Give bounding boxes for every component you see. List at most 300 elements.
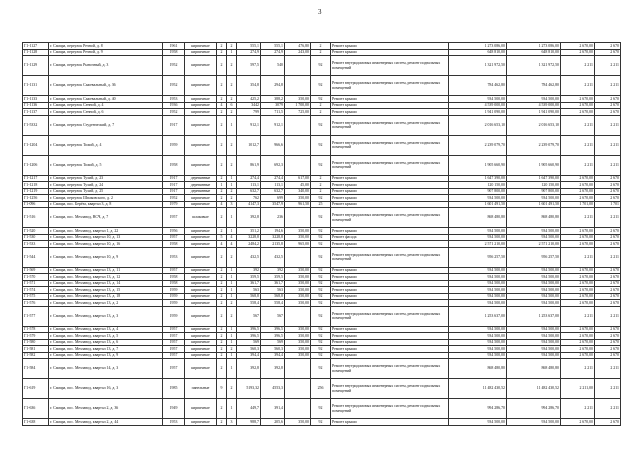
cell-cost: 994 286,70 <box>449 399 507 419</box>
cell-work-type: Ремонт крыши <box>331 287 449 294</box>
cell-unit-price: 2 211 <box>561 76 595 96</box>
cell-entrances: 1 <box>227 115 237 135</box>
cell-unit-limit: 2 211 <box>595 306 621 326</box>
cell-volume <box>285 155 311 175</box>
cell-year: 1917 <box>163 175 185 182</box>
cell-floors: 2 <box>217 274 227 281</box>
cell-address: г. Самара, пос. Мехзавод, квартал 10, д. 9 <box>49 247 163 267</box>
cell-area-total: 351,2 <box>237 228 261 235</box>
cell-area-living: 113,1 <box>261 182 285 189</box>
cell-year: 1952 <box>163 195 185 202</box>
cell-volume: 350,00 <box>285 267 311 274</box>
cell-area-living: 274,9 <box>261 49 285 56</box>
cell-area-living: 912,1 <box>261 115 285 135</box>
cell-material: кирпичные <box>185 56 217 76</box>
cell-floors: 2 <box>217 49 227 56</box>
cell-area-total: 5193,32 <box>237 379 261 399</box>
cell-address: г. Самара, пос. Мехзавод, квартал 13, д. 15 <box>49 287 163 294</box>
cell-material: кирпичные <box>185 300 217 307</box>
cell-address: г. Самара, пос. Мехзавод, квартал 13, д. 5 <box>49 333 163 340</box>
cell-cost: 1 253 637,00 <box>449 306 507 326</box>
cell-work-code: 92 <box>311 228 331 235</box>
cell-entrances: 2 <box>227 346 237 353</box>
cell-id: Г1-1218 <box>23 182 49 189</box>
cell-area-total: 799 <box>237 109 261 116</box>
cell-volume <box>285 359 311 379</box>
cell-floors: 2 <box>217 43 227 50</box>
cell-address: г. Самара, переулок Тихий, д. 5 <box>49 155 163 175</box>
cell-year: 1952 <box>163 56 185 76</box>
cell-unit-limit: 2 211 <box>595 76 621 96</box>
cell-work-type: Ремонт крыши <box>331 228 449 235</box>
cell-area-living: 194,6 <box>261 228 285 235</box>
table-row <box>23 379 621 399</box>
cell-address: г. Самара, пос. Мехзавод, квартал 2, д. 44 <box>49 419 163 426</box>
cell-material: кирпичные <box>185 102 217 109</box>
cell-material: кирпичные <box>185 43 217 50</box>
cell-unit-price: 2 670,00 <box>561 267 595 274</box>
cell-work-type: Ремонт крыши <box>331 274 449 281</box>
cell-unit-price: 2 211 <box>561 56 595 76</box>
cell-unit-limit: 2 670 <box>595 96 621 103</box>
cell-cost: 956 257,50 <box>449 247 507 267</box>
cell-unit-limit: 2 670 <box>595 267 621 274</box>
cell-entrances: 2 <box>227 195 237 202</box>
cell-volume: 350,00 <box>285 280 311 287</box>
cell-area-total: 354,8 <box>237 76 261 96</box>
cell-work-code: 92 <box>311 300 331 307</box>
cell-unit-limit: 2 670 <box>595 333 621 340</box>
cell-year: 1958 <box>163 280 185 287</box>
cell-unit-price: 2 670,00 <box>561 326 595 333</box>
cell-id: Г1-1128 <box>23 49 49 56</box>
cell-volume: 350,00 <box>285 300 311 307</box>
cell-unit-price: 2 211 <box>561 359 595 379</box>
cell-cost-total: 2 016 653,10 <box>507 115 561 135</box>
cell-entrances: 2 <box>227 96 237 103</box>
cell-entrances: 2 <box>227 247 237 267</box>
cell-work-code: 92 <box>311 234 331 241</box>
cell-area-total: 861,9 <box>237 155 261 175</box>
cell-volume: 350,00 <box>285 339 311 346</box>
cell-material: кирпичные <box>185 333 217 340</box>
cell-work-type: Ремонт крыши <box>331 102 449 109</box>
cell-unit-limit: 2 211 <box>595 135 621 155</box>
cell-floors: 4 <box>217 102 227 109</box>
cell-work-type: Ремонт крыши <box>331 267 449 274</box>
cell-id: Г1-576 <box>23 300 49 307</box>
table-row <box>23 399 621 419</box>
cell-work-code: 92 <box>311 419 331 426</box>
cell-area-total: 988,7 <box>237 419 261 426</box>
cell-volume <box>285 399 311 419</box>
cell-year: 1917 <box>163 115 185 135</box>
cell-area-living: 205,6 <box>261 419 285 426</box>
cell-area-living: 3228,8 <box>261 234 285 241</box>
cell-id: Г1-530 <box>23 234 49 241</box>
cell-unit-limit: 2 670 <box>595 241 621 248</box>
cell-volume <box>285 135 311 155</box>
cell-cost: 868 480,80 <box>449 359 507 379</box>
cell-cost: 1 647 390,00 <box>449 175 507 182</box>
cell-year: 1959 <box>163 287 185 294</box>
cell-year: 1959 <box>163 300 185 307</box>
cell-area-living: 692,3 <box>261 155 285 175</box>
cell-address: г. Самара, пос. Мехзавод, квартал 13, д. 18 <box>49 293 163 300</box>
cell-cost: 934 500,00 <box>449 267 507 274</box>
cell-area-total: 912,1 <box>237 115 261 135</box>
cell-cost-total: 934 500,00 <box>507 346 561 353</box>
cell-id: Г1-1219 <box>23 188 49 195</box>
cell-unit-price: 2 211 <box>561 155 595 175</box>
cell-cost: 934 500,00 <box>449 96 507 103</box>
cell-id: Г1-581 <box>23 346 49 353</box>
cell-floors: 2 <box>217 346 227 353</box>
cell-cost-total: 868 480,80 <box>507 208 561 228</box>
cell-area-total: 392,8 <box>237 208 261 228</box>
cell-id: Г1-516 <box>23 208 49 228</box>
table-body <box>23 43 621 426</box>
cell-work-type: Ремонт внутридомовых инженерных систем, ремонт подвальных помещений <box>331 306 449 326</box>
cell-floors: 2 <box>217 339 227 346</box>
cell-cost: 934 500,00 <box>449 333 507 340</box>
cell-floors: 2 <box>217 135 227 155</box>
cell-unit-limit: 2 211 <box>595 208 621 228</box>
cell-entrances: 1 <box>227 274 237 281</box>
cell-work-type: Ремонт крыши <box>331 241 449 248</box>
cell-area-living: 560,3 <box>261 346 285 353</box>
cell-floors: 2 <box>217 188 227 195</box>
cell-volume <box>285 247 311 267</box>
cell-id: Г1-1217 <box>23 175 49 182</box>
cell-area-total: 274,4 <box>237 175 261 182</box>
cell-cost-total: 956 257,50 <box>507 247 561 267</box>
cell-year: 1958 <box>163 49 185 56</box>
cell-unit-price: 2 670,00 <box>561 96 595 103</box>
housing-repair-table-wrapper <box>22 42 620 426</box>
cell-area-living: 391,4 <box>261 399 285 419</box>
cell-volume <box>285 379 311 399</box>
cell-work-code: 92 <box>311 280 331 287</box>
cell-year: 1959 <box>163 293 185 300</box>
cell-work-type: Ремонт крыши <box>331 300 449 307</box>
cell-cost-total: 2 571 210,00 <box>507 241 561 248</box>
cell-entrances: 3 <box>227 419 237 426</box>
cell-floors: 4 <box>217 201 227 208</box>
cell-work-type: Ремонт внутридомовых инженерных систем, ремонт подвальных помещений <box>331 359 449 379</box>
cell-area-total: 563 <box>237 287 261 294</box>
cell-cost-total: 784 462,80 <box>507 76 561 96</box>
cell-unit-price: 2 670,00 <box>561 352 595 359</box>
cell-unit-price: 2 670,00 <box>561 228 595 235</box>
cell-year: 1936 <box>163 102 185 109</box>
cell-year: 1957 <box>163 359 185 379</box>
cell-id: Г1-1137 <box>23 109 49 116</box>
cell-work-code: 92 <box>311 274 331 281</box>
cell-work-type: Ремонт внутридомовых инженерных систем, ремонт подвальных помещений <box>331 135 449 155</box>
cell-address: г. Самара, пос. Мехзавод, квартал 13, д. 12 <box>49 274 163 281</box>
cell-id: Г1-1131 <box>23 76 49 96</box>
cell-area-living: 558,4 <box>261 300 285 307</box>
cell-area-living: 569 <box>261 339 285 346</box>
cell-area-living: 540 <box>261 56 285 76</box>
cell-cost-total: 934 500,00 <box>507 293 561 300</box>
cell-unit-price: 2 211,00 <box>561 379 595 399</box>
cell-volume <box>285 208 311 228</box>
cell-material: кирпичные <box>185 359 217 379</box>
cell-address: г. Самара, пос. Мехзавод, квартал 13, д. 7 <box>49 346 163 353</box>
cell-volume: 350,00 <box>285 234 311 241</box>
cell-volume: 350,00 <box>285 419 311 426</box>
cell-year: 1917 <box>163 188 185 195</box>
cell-entrances: 6 <box>227 102 237 109</box>
cell-cost-total: 648 810,00 <box>507 49 561 56</box>
cell-work-type: Ремонт внутридомовых инженерных систем, ремонт подвальных помещений <box>331 399 449 419</box>
cell-material: кирпичные <box>185 234 217 241</box>
cell-address: г. Самара, пос. Мехзавод, квартал 13, д. 14 <box>49 280 163 287</box>
cell-address: г. Самара, пос. Мехзавод, квартал 13, д. 9 <box>49 352 163 359</box>
cell-address: г. Самара, переулок Студенческий, д. 7 <box>49 115 163 135</box>
cell-unit-limit: 2 211 <box>595 56 621 76</box>
cell-area-living: 392 <box>261 267 285 274</box>
cell-cost-total: 1 321 972,50 <box>507 56 561 76</box>
cell-floors: 2 <box>217 175 227 182</box>
cell-id: Г1-580 <box>23 339 49 346</box>
cell-cost: 1 601 491,50 <box>449 201 507 208</box>
cell-material: кирпичные <box>185 135 217 155</box>
cell-address: г. Самара, пос. Мехзавод, квартал 13, д. 6 <box>49 339 163 346</box>
cell-work-code: 2 <box>311 49 331 56</box>
cell-entrances: 1 <box>227 359 237 379</box>
cell-cost: 934 500,00 <box>449 326 507 333</box>
cell-year: 1952 <box>163 76 185 96</box>
cell-area-living: 3547,9 <box>261 201 285 208</box>
cell-entrances: 1 <box>227 182 237 189</box>
cell-area-living: 359,5 <box>261 274 285 281</box>
cell-cost: 907 800,00 <box>449 188 507 195</box>
cell-unit-price: 2 211 <box>561 135 595 155</box>
cell-floors: 2 <box>217 155 227 175</box>
cell-cost-total: 934 500,00 <box>507 267 561 274</box>
cell-volume: 350,00 <box>285 293 311 300</box>
cell-unit-price: 2 670,00 <box>561 188 595 195</box>
cell-entrances: 1 <box>227 49 237 56</box>
cell-unit-limit: 2 670 <box>595 346 621 353</box>
cell-address: г. Самара, пос. Мехзавод, квартал 2, д. 36 <box>49 399 163 419</box>
cell-cost-total: 934 500,00 <box>507 333 561 340</box>
cell-entrances: 1 <box>227 352 237 359</box>
cell-entrances: 1 <box>227 399 237 419</box>
cell-work-code: 92 <box>311 247 331 267</box>
cell-id: Г1-582 <box>23 352 49 359</box>
cell-floors: 2 <box>217 399 227 419</box>
cell-id: Г1-638 <box>23 419 49 426</box>
cell-year: 1959 <box>163 135 185 155</box>
cell-area-living: 632,7 <box>261 188 285 195</box>
cell-address: г. Самара, пос. Мехзавод, квартал 14, д. 3 <box>49 359 163 379</box>
cell-entrances: 2 <box>227 188 237 195</box>
cell-volume: 725,00 <box>285 109 311 116</box>
cell-unit-price: 2 670,00 <box>561 346 595 353</box>
cell-material: деревянные <box>185 175 217 182</box>
cell-cost-total: 1 647 390,00 <box>507 175 561 182</box>
cell-floors: 2 <box>217 56 227 76</box>
cell-entrances: 1 <box>227 267 237 274</box>
cell-floors: 1 <box>217 182 227 189</box>
cell-work-type: Ремонт крыши <box>331 175 449 182</box>
cell-area-total: 597,5 <box>237 56 261 76</box>
cell-year: 1958 <box>163 155 185 175</box>
cell-id: Г1-1256 <box>23 195 49 202</box>
cell-unit-price: 2 670,00 <box>561 287 595 294</box>
cell-material: кирпичные <box>185 76 217 96</box>
cell-material: кирпичные <box>185 306 217 326</box>
cell-entrances: 1 <box>227 208 237 228</box>
cell-area-total: 392,8 <box>237 359 261 379</box>
cell-entrances: 3 <box>227 201 237 208</box>
cell-work-code: 2 <box>311 182 331 189</box>
cell-work-code: 92 <box>311 76 331 96</box>
cell-cost: 934 500,00 <box>449 419 507 426</box>
cell-cost-total: 2 239 079,70 <box>507 135 561 155</box>
cell-id: Г1-570 <box>23 274 49 281</box>
cell-work-type: Ремонт внутридомовых инженерных систем, ремонт подвальных помещений <box>331 115 449 135</box>
cell-work-type: Ремонт внутридомовых инженерных систем, ремонт подвальных помещений <box>331 76 449 96</box>
cell-material: кирпичные <box>185 399 217 419</box>
cell-address: г. Самара, пос. Мехзавод, квартал 13, д. 2 <box>49 300 163 307</box>
cell-work-type: Ремонт крыши <box>331 188 449 195</box>
cell-cost: 934 500,00 <box>449 339 507 346</box>
cell-work-code: 92 <box>311 241 331 248</box>
cell-volume: 350,00 <box>285 228 311 235</box>
cell-material: кирпичные <box>185 339 217 346</box>
cell-year: 1957 <box>163 326 185 333</box>
cell-floors: 2 <box>217 326 227 333</box>
cell-area-total: 396,5 <box>237 326 261 333</box>
cell-entrances: 2 <box>227 56 237 76</box>
cell-cost-total: 934 500,00 <box>507 96 561 103</box>
cell-address: г. Самара, пос. Мехзавод, квартал 16, д. 3 <box>49 379 163 399</box>
cell-entrances: 2 <box>227 43 237 50</box>
cell-unit-limit: 2 670 <box>595 326 621 333</box>
cell-cost: 934 500,00 <box>449 293 507 300</box>
cell-floors: 2 <box>217 300 227 307</box>
cell-area-living: 361,7 <box>261 280 285 287</box>
cell-work-type: Ремонт крыши <box>331 201 449 208</box>
cell-area-total: 359,5 <box>237 274 261 281</box>
cell-year: 1949 <box>163 399 185 419</box>
cell-year: 1952 <box>163 109 185 116</box>
cell-cost-total: 934 500,00 <box>507 195 561 202</box>
cell-work-code: 92 <box>311 287 331 294</box>
cell-year: 1959 <box>163 306 185 326</box>
cell-address: г. Самара, пос. Берёза, квартал 3, д. 8 <box>49 201 163 208</box>
cell-volume: 350,00 <box>285 96 311 103</box>
cell-unit-price: 2 670,00 <box>561 195 595 202</box>
cell-area-living: 699 <box>261 195 285 202</box>
cell-area-living: 563 <box>261 287 285 294</box>
table-row <box>23 115 621 135</box>
cell-address: г. Самара, переулок Сенной, д. 4 <box>49 102 163 109</box>
cell-address: г. Самара, пос. Мехзавод, квартал 13, д. 3 <box>49 306 163 326</box>
cell-work-code: 2 <box>311 188 331 195</box>
cell-area-living: 392,8 <box>261 359 285 379</box>
cell-id: Г1-1129 <box>23 56 49 76</box>
cell-unit-price: 2 670,00 <box>561 175 595 182</box>
cell-unit-limit: 2 670 <box>595 274 621 281</box>
cell-work-code: 92 <box>311 195 331 202</box>
cell-unit-price: 2 670,00 <box>561 234 595 241</box>
cell-entrances: 2 <box>227 306 237 326</box>
cell-cost: 11 482 430,52 <box>449 379 507 399</box>
cell-material: кирпичные <box>185 195 217 202</box>
cell-id: Г1-544 <box>23 247 49 267</box>
cell-area-living: 567 <box>261 306 285 326</box>
cell-area-living: 3079 <box>261 102 285 109</box>
cell-unit-limit: 2 211 <box>595 155 621 175</box>
cell-work-code: 92 <box>311 333 331 340</box>
cell-cost: 868 480,80 <box>449 208 507 228</box>
cell-cost: 1 905 660,90 <box>449 155 507 175</box>
cell-volume: 350,00 <box>285 352 311 359</box>
cell-area-total: 432,5 <box>237 247 261 267</box>
cell-cost: 784 462,80 <box>449 76 507 96</box>
cell-area-living: 396,5 <box>261 326 285 333</box>
cell-material: деревянные <box>185 182 217 189</box>
cell-area-living: 388,2 <box>261 96 285 103</box>
cell-area-total: 3442 <box>237 102 261 109</box>
cell-cost-total: 934 500,00 <box>507 326 561 333</box>
cell-work-code: 25 <box>311 201 331 208</box>
cell-id: Г1-1204 <box>23 135 49 155</box>
cell-id: Г1-1133 <box>23 96 49 103</box>
cell-material: кирпичные <box>185 115 217 135</box>
cell-entrances: 4 <box>227 241 237 248</box>
cell-id: Г1-569 <box>23 267 49 274</box>
cell-work-type: Ремонт крыши <box>331 326 449 333</box>
cell-floors: 9 <box>217 379 227 399</box>
cell-unit-price: 2 211 <box>561 399 595 419</box>
cell-area-total: 396,5 <box>237 333 261 340</box>
cell-id: Г1-574 <box>23 287 49 294</box>
cell-unit-price: 2 670,00 <box>561 419 595 426</box>
cell-material: панельные <box>185 379 217 399</box>
cell-floors: 2 <box>217 228 227 235</box>
cell-area-total: 449,7 <box>237 399 261 419</box>
cell-id: Г1-578 <box>23 326 49 333</box>
cell-entrances: 1 <box>227 175 237 182</box>
cell-unit-price: 2 670,00 <box>561 43 595 50</box>
cell-cost-total: 1 905 660,90 <box>507 155 561 175</box>
cell-work-type: Ремонт крыши <box>331 339 449 346</box>
cell-unit-limit: 1 701 <box>595 201 621 208</box>
cell-id: Г1-575 <box>23 293 49 300</box>
cell-unit-limit: 2 670 <box>595 352 621 359</box>
cell-work-code: 92 <box>311 306 331 326</box>
cell-address: г. Самара, пос. Мехзавод, ВСЧ, д. 7 <box>49 208 163 228</box>
cell-unit-limit: 2 211 <box>595 359 621 379</box>
table-row <box>23 155 621 175</box>
cell-area-total: 568,8 <box>237 293 261 300</box>
cell-cost-total: 934 500,00 <box>507 352 561 359</box>
cell-unit-limit: 2 670 <box>595 195 621 202</box>
cell-volume <box>285 76 311 96</box>
cell-work-type: Ремонт крыши <box>331 43 449 50</box>
cell-material: кирпичные <box>185 201 217 208</box>
cell-material: кирпичные <box>185 287 217 294</box>
cell-volume: 617,00 <box>285 175 311 182</box>
cell-entrances: 1 <box>227 228 237 235</box>
